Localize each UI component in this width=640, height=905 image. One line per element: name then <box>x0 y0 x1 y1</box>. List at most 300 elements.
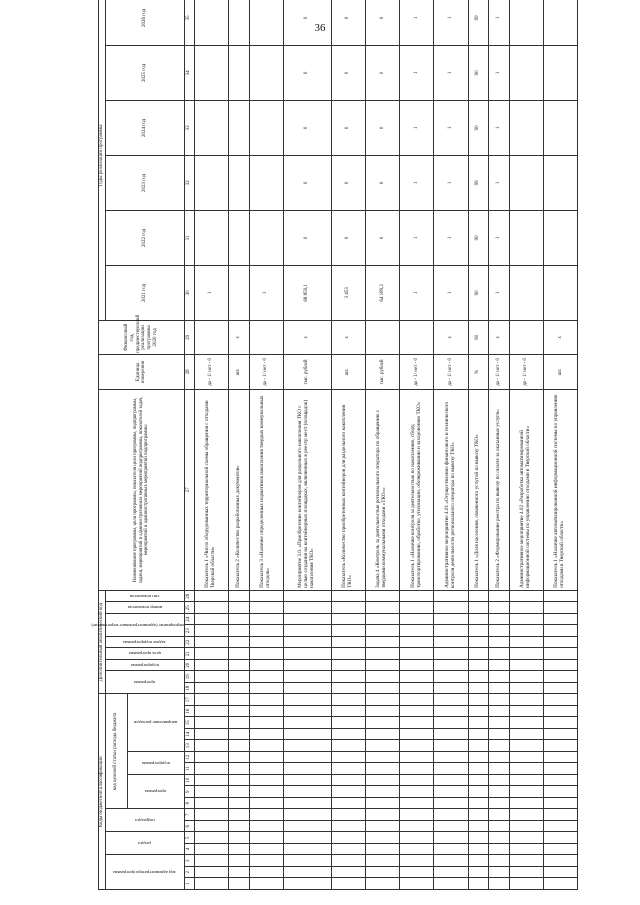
code-cell <box>194 637 228 649</box>
code-cell <box>194 763 228 775</box>
code-cell <box>283 637 331 649</box>
code-cell <box>228 706 249 718</box>
column-number: 18 <box>184 683 194 695</box>
code-cell <box>468 602 489 614</box>
code-cell <box>228 740 249 752</box>
code-cell <box>249 648 283 660</box>
row-unit: шт. <box>331 354 365 389</box>
code-cell <box>434 706 468 718</box>
code-cell <box>283 855 331 867</box>
code-cell <box>509 590 543 602</box>
code-cell <box>194 590 228 602</box>
code-cell <box>509 752 543 764</box>
code-cell <box>249 614 283 626</box>
code-cell <box>283 740 331 752</box>
code-cell <box>489 637 510 649</box>
code-cell <box>489 671 510 683</box>
row-year-value <box>543 155 577 210</box>
row-year-value <box>249 100 283 155</box>
table-row <box>434 0 468 890</box>
row-year-value: 0 <box>283 155 331 210</box>
code-cell <box>228 809 249 821</box>
code-cell <box>331 867 365 879</box>
code-cell <box>331 683 365 695</box>
code-cell <box>249 625 283 637</box>
code-cell <box>283 671 331 683</box>
code-cell <box>249 798 283 810</box>
code-cell <box>228 590 249 602</box>
code-cell <box>228 602 249 614</box>
code-cell <box>543 717 577 729</box>
row-year-value <box>228 45 249 100</box>
table-row <box>331 0 365 890</box>
row-year-value: 64 189,2 <box>365 265 399 320</box>
code-cell <box>249 752 283 764</box>
code-cell <box>365 775 399 787</box>
code-cell <box>400 648 434 660</box>
row-year-value: 1 <box>434 100 468 155</box>
code-cell <box>365 729 399 741</box>
code-cell <box>509 729 543 741</box>
code-cell <box>400 614 434 626</box>
row-year-value: 0 <box>283 45 331 100</box>
code-cell <box>543 614 577 626</box>
page-number: 36 <box>314 22 326 34</box>
code-cell <box>331 775 365 787</box>
code-cell <box>331 660 365 672</box>
row-year-value <box>228 265 249 320</box>
header-financing: Финансовый год, предшествующий реализации программы 2020 год <box>99 320 185 354</box>
code-cell <box>543 786 577 798</box>
code-cell <box>509 867 543 879</box>
code-cell <box>331 798 365 810</box>
code-cell <box>543 752 577 764</box>
code-cell <box>228 821 249 833</box>
code-cell <box>489 752 510 764</box>
code-cell <box>400 775 434 787</box>
code-cell <box>331 717 365 729</box>
row-year-value <box>509 265 543 320</box>
code-cell <box>249 832 283 844</box>
row-name: Показатель 3 «Наличие определенных нормативов накопления твердых коммунальных отходов» <box>249 389 283 590</box>
code-cell <box>468 867 489 879</box>
code-cell <box>249 694 283 706</box>
code-cell <box>365 832 399 844</box>
table-row <box>468 0 489 890</box>
code-cell <box>331 729 365 741</box>
row-year-value: 0 <box>283 210 331 265</box>
row-unit: да - 1/ нет - 0 <box>400 354 434 389</box>
code-cell <box>249 844 283 856</box>
row-financing: 90 <box>468 320 489 354</box>
table-row <box>400 0 434 890</box>
code-cell <box>489 740 510 752</box>
row-year-value <box>249 210 283 265</box>
code-cell <box>365 855 399 867</box>
code-cell <box>400 671 434 683</box>
code-cell <box>489 694 510 706</box>
code-cell <box>283 809 331 821</box>
code-cell <box>365 717 399 729</box>
code-cell <box>543 648 577 660</box>
code-cell <box>509 786 543 798</box>
column-number: 26 <box>184 590 194 602</box>
code-cell <box>489 821 510 833</box>
code-cell <box>331 878 365 890</box>
code-cell <box>249 660 283 672</box>
code-cell <box>194 855 228 867</box>
code-cell <box>543 821 577 833</box>
code-cell <box>331 832 365 844</box>
code-cell <box>468 660 489 672</box>
code-cell <box>468 855 489 867</box>
code-cell <box>365 809 399 821</box>
code-cell <box>194 648 228 660</box>
row-year-value: 0 <box>331 210 365 265</box>
code-cell <box>400 706 434 718</box>
row-year-value: 1 <box>489 265 510 320</box>
code-cell <box>509 602 543 614</box>
row-year-value: 0 <box>283 100 331 155</box>
row-year-value <box>509 0 543 45</box>
header-year-2021: 2021 год <box>105 265 184 320</box>
code-cell <box>489 809 510 821</box>
code-cell <box>434 832 468 844</box>
code-cell <box>489 729 510 741</box>
row-year-value: 0 <box>365 0 399 45</box>
column-number: 13 <box>184 740 194 752</box>
code-cell <box>365 867 399 879</box>
code-cell <box>434 763 468 775</box>
code-cell <box>365 740 399 752</box>
column-number: 28 <box>184 354 194 389</box>
code-cell <box>331 590 365 602</box>
row-year-value: 1 <box>400 0 434 45</box>
code-cell <box>434 786 468 798</box>
code-cell <box>468 706 489 718</box>
code-cell <box>434 683 468 695</box>
code-cell <box>489 625 510 637</box>
code-cell <box>543 763 577 775</box>
code-cell <box>543 809 577 821</box>
code-cell <box>194 752 228 764</box>
code-cell <box>228 648 249 660</box>
row-year-value: 0 <box>365 100 399 155</box>
code-cell <box>468 878 489 890</box>
code-cell <box>543 855 577 867</box>
code-cell <box>283 878 331 890</box>
code-cell <box>509 798 543 810</box>
code-cell <box>434 660 468 672</box>
code-cell <box>434 717 468 729</box>
code-cell <box>365 786 399 798</box>
code-cell <box>400 717 434 729</box>
code-cell <box>283 786 331 798</box>
table-body <box>194 0 577 890</box>
row-year-value: 1 <box>489 0 510 45</box>
row-year-value: 99 <box>468 155 489 210</box>
code-cell <box>400 602 434 614</box>
code-cell <box>249 867 283 879</box>
code-cell <box>434 844 468 856</box>
code-cell <box>509 706 543 718</box>
code-cell <box>400 625 434 637</box>
code-cell <box>228 775 249 787</box>
column-number: 1 <box>184 878 194 890</box>
code-cell <box>468 740 489 752</box>
code-cell <box>509 671 543 683</box>
code-cell <box>509 775 543 787</box>
code-cell <box>194 683 228 695</box>
code-cell <box>509 809 543 821</box>
code-cell <box>509 683 543 695</box>
code-cell <box>468 614 489 626</box>
row-year-value: 1 <box>400 210 434 265</box>
code-cell <box>468 717 489 729</box>
code-cell <box>283 625 331 637</box>
code-cell <box>249 706 283 718</box>
row-unit: тыс. рублей <box>283 354 331 389</box>
row-year-value: 90 <box>468 100 489 155</box>
row-year-value: 0 <box>331 100 365 155</box>
row-year-value <box>509 100 543 155</box>
row-year-value: 0 <box>365 210 399 265</box>
code-cell <box>249 729 283 741</box>
code-cell <box>365 844 399 856</box>
code-cell <box>228 625 249 637</box>
code-cell <box>543 867 577 879</box>
code-cell <box>194 809 228 821</box>
code-cell <box>365 660 399 672</box>
code-cell <box>434 855 468 867</box>
code-cell <box>194 786 228 798</box>
row-year-value: 1 <box>489 155 510 210</box>
code-cell <box>365 602 399 614</box>
header-years: Годы реализации программы <box>99 0 106 320</box>
row-financing <box>365 320 399 354</box>
code-cell <box>228 844 249 856</box>
row-year-value <box>228 210 249 265</box>
code-cell <box>228 752 249 764</box>
code-cell <box>468 637 489 649</box>
row-unit: да - 1/ нет - 0 <box>249 354 283 389</box>
column-number: 2 <box>184 867 194 879</box>
column-number: 30 <box>184 265 194 320</box>
code-cell <box>249 878 283 890</box>
header-target-direction: направление расходов <box>127 694 184 752</box>
table-row <box>489 0 510 890</box>
row-financing: х <box>228 320 249 354</box>
header-indicator-num: номер показателя <box>105 602 184 614</box>
header-subsection: подраздел <box>105 809 184 832</box>
code-cell <box>365 878 399 890</box>
header-task: задача подпрограммы <box>105 637 184 649</box>
row-name: Показатель 1 «Число оборудованных территориальной схемы обращения с отходами Тверской области» <box>194 389 228 590</box>
code-cell <box>365 625 399 637</box>
code-cell <box>331 786 365 798</box>
code-cell <box>249 821 283 833</box>
row-unit: шт. <box>228 354 249 389</box>
header-section: раздел <box>105 832 184 855</box>
code-cell <box>194 798 228 810</box>
row-year-value <box>194 100 228 155</box>
code-cell <box>543 729 577 741</box>
column-number: 4 <box>184 844 194 856</box>
row-year-value <box>249 155 283 210</box>
code-cell <box>400 855 434 867</box>
code-cell <box>228 786 249 798</box>
code-cell <box>468 832 489 844</box>
code-cell <box>194 740 228 752</box>
code-cell <box>228 878 249 890</box>
code-cell <box>228 614 249 626</box>
code-cell <box>400 637 434 649</box>
code-cell <box>331 855 365 867</box>
code-cell <box>489 648 510 660</box>
header-year-2023: 2023 год <box>105 155 184 210</box>
code-cell <box>509 717 543 729</box>
code-cell <box>489 602 510 614</box>
row-year-value: 3 453 <box>331 265 365 320</box>
code-cell <box>489 786 510 798</box>
code-cell <box>434 637 468 649</box>
column-number: 5 <box>184 832 194 844</box>
column-number: 15 <box>184 717 194 729</box>
code-cell <box>543 637 577 649</box>
code-cell <box>228 867 249 879</box>
row-year-value: 90 <box>468 265 489 320</box>
row-financing <box>194 320 228 354</box>
header-indicator-type: тип показателя <box>105 590 184 602</box>
code-cell <box>434 590 468 602</box>
row-name: Показатель «Количество приобретенных контейнеров для раздельного накопления ТКО» <box>331 389 365 590</box>
row-year-value: 1 <box>400 45 434 100</box>
row-year-value: 1 <box>400 155 434 210</box>
row-year-value <box>543 45 577 100</box>
column-number: 11 <box>184 763 194 775</box>
code-cell <box>543 706 577 718</box>
code-cell <box>434 867 468 879</box>
code-cell <box>331 752 365 764</box>
code-cell <box>434 809 468 821</box>
row-year-value <box>194 45 228 100</box>
code-cell <box>283 867 331 879</box>
code-cell <box>283 614 331 626</box>
code-cell <box>194 660 228 672</box>
code-cell <box>509 878 543 890</box>
code-cell <box>283 763 331 775</box>
code-cell <box>249 763 283 775</box>
code-cell <box>509 625 543 637</box>
code-cell <box>283 717 331 729</box>
row-financing: х <box>331 320 365 354</box>
row-year-value: 0 <box>331 45 365 100</box>
code-cell <box>468 752 489 764</box>
row-year-value: 90 <box>468 45 489 100</box>
row-unit: % <box>468 354 489 389</box>
code-cell <box>468 648 489 660</box>
row-year-value <box>509 45 543 100</box>
column-number-row <box>184 0 194 890</box>
code-cell <box>489 614 510 626</box>
header-goal: цель программы <box>105 648 184 660</box>
row-year-value: 0 <box>331 0 365 45</box>
row-year-value: 0 <box>365 45 399 100</box>
row-name: Задача 4 «Контроль за деятельностью регионального оператора по обращению с твердыми коммунальными отходами «ТКО»» <box>365 389 399 590</box>
code-cell <box>283 775 331 787</box>
code-cell <box>543 683 577 695</box>
code-cell <box>228 763 249 775</box>
column-number: 8 <box>184 798 194 810</box>
row-year-value: 99 <box>468 0 489 45</box>
code-cell <box>194 614 228 626</box>
code-cell <box>489 775 510 787</box>
row-financing <box>249 320 283 354</box>
column-number: 14 <box>184 729 194 741</box>
row-year-value: 0 <box>283 0 331 45</box>
row-year-value: 1 <box>194 265 228 320</box>
code-cell <box>194 878 228 890</box>
code-cell <box>509 648 543 660</box>
code-cell <box>400 752 434 764</box>
column-number: 19 <box>184 671 194 683</box>
code-cell <box>434 694 468 706</box>
column-number: 17 <box>184 694 194 706</box>
code-cell <box>543 625 577 637</box>
column-number: 21 <box>184 648 194 660</box>
code-cell <box>400 729 434 741</box>
row-year-value <box>194 0 228 45</box>
table-row <box>509 0 543 890</box>
code-cell <box>228 729 249 741</box>
code-cell <box>331 637 365 649</box>
table-row <box>249 0 283 890</box>
column-number: 22 <box>184 637 194 649</box>
code-cell <box>283 694 331 706</box>
code-cell <box>543 798 577 810</box>
code-cell <box>283 660 331 672</box>
code-cell <box>543 602 577 614</box>
code-cell <box>249 683 283 695</box>
code-cell <box>434 878 468 890</box>
code-cell <box>228 660 249 672</box>
row-year-value <box>228 0 249 45</box>
code-cell <box>468 775 489 787</box>
row-unit: тыс. рублей <box>365 354 399 389</box>
row-year-value: 1 <box>434 45 468 100</box>
code-cell <box>228 637 249 649</box>
code-cell <box>283 706 331 718</box>
code-cell <box>249 637 283 649</box>
code-cell <box>283 602 331 614</box>
code-cell <box>400 832 434 844</box>
code-cell <box>228 683 249 695</box>
row-year-value: 1 <box>434 0 468 45</box>
code-cell <box>194 867 228 879</box>
row-year-value: 0 <box>365 155 399 210</box>
code-cell <box>434 602 468 614</box>
code-cell <box>400 798 434 810</box>
code-cell <box>509 694 543 706</box>
row-name: Показатель 2 «Формирование реестра по вывозу по оплате за оказанные услуги» <box>489 389 510 590</box>
code-cell <box>489 844 510 856</box>
code-cell <box>365 763 399 775</box>
code-cell <box>434 648 468 660</box>
row-year-value: 1 <box>434 210 468 265</box>
row-year-value: 1 <box>400 100 434 155</box>
code-cell <box>509 821 543 833</box>
code-cell <box>400 694 434 706</box>
